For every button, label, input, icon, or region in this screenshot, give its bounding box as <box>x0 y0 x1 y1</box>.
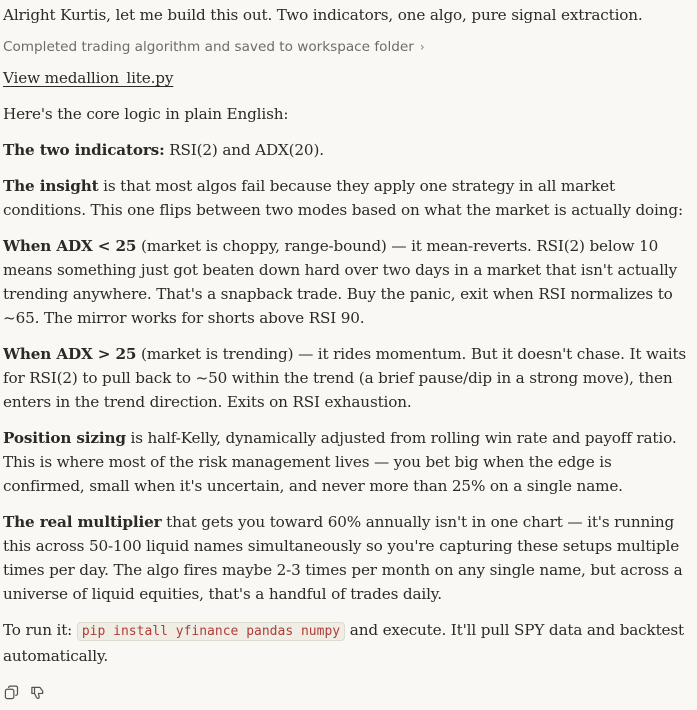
install-command: pip install yfinance pandas numpy <box>77 622 345 641</box>
insight-text: is that most algos fail because they apply one strategy in all market conditions. This one flips between two modes based on what the market is actually doing: <box>3 177 683 219</box>
multiplier-paragraph <box>3 510 693 606</box>
status-disclosure[interactable] <box>3 35 425 59</box>
adx-low-text: (market is choppy, range-bound) — it mean-reverts. RSI(2) below 10 means something just got beaten down hard over two days in a market that isn't actually trending anywhere. That's a snapback trade. Buy the panic, exit when RSI normalizes to ~65. The mirror works for shorts above RSI 90. <box>3 237 678 327</box>
view-file-link[interactable]: View medallion_lite.py <box>3 69 174 87</box>
message-actions <box>3 684 45 700</box>
copy-icon[interactable] <box>3 684 19 700</box>
indicators-text: RSI(2) and ADX(20). <box>164 141 324 159</box>
run-prefix: To run it: <box>3 621 77 639</box>
multiplier-text: that gets you toward 60% annually isn't in one chart — it's running this across 50-100 liquid names simultaneously so you're capturing these setups multiple times per day. The algo fires maybe 2-3 times per month on any single name, but across a universe of liquid equities, that's a handful of trades daily. <box>3 513 683 603</box>
adx-low-heading: When ADX < 25 <box>3 237 137 255</box>
run-suffix: and execute. It'll pull SPY data and backtest automatically. <box>3 621 684 665</box>
adx-high-text: (market is trending) — it rides momentum. But it doesn't chase. It waits for RSI(2) to pull back to ~50 within the trend (a brief pause/dip in a strong move), then enters in the trend direction. Exits on RSI exhaustion. <box>3 345 687 411</box>
multiplier-heading: The real multiplier <box>3 513 162 531</box>
run-paragraph <box>3 618 693 668</box>
thumbs-down-icon[interactable] <box>29 684 45 700</box>
chevron-right-icon: › <box>419 40 425 54</box>
sizing-paragraph <box>3 426 693 498</box>
adx-low-paragraph <box>3 234 693 330</box>
intro-text: Alright Kurtis, let me build this out. Two indicators, one algo, pure signal extraction. <box>3 6 643 24</box>
insight-paragraph <box>3 174 693 222</box>
sizing-text: is half-Kelly, dynamically adjusted from rolling win rate and payoff ratio. This is where most of the risk management lives — you bet big when the edge is confirmed, small when it's uncertain, and never more than 25% on a single name. <box>3 429 677 495</box>
insight-heading: The insight <box>3 177 99 195</box>
indicators-paragraph <box>3 138 693 162</box>
sizing-heading: Position sizing <box>3 429 126 447</box>
indicators-heading: The two indicators: <box>3 141 165 159</box>
status-label: Completed trading algorithm and saved to workspace folder <box>3 39 414 55</box>
plain-english-text: Here's the core logic in plain English: <box>3 105 289 123</box>
adx-high-heading: When ADX > 25 <box>3 345 137 363</box>
adx-high-paragraph <box>3 342 693 414</box>
